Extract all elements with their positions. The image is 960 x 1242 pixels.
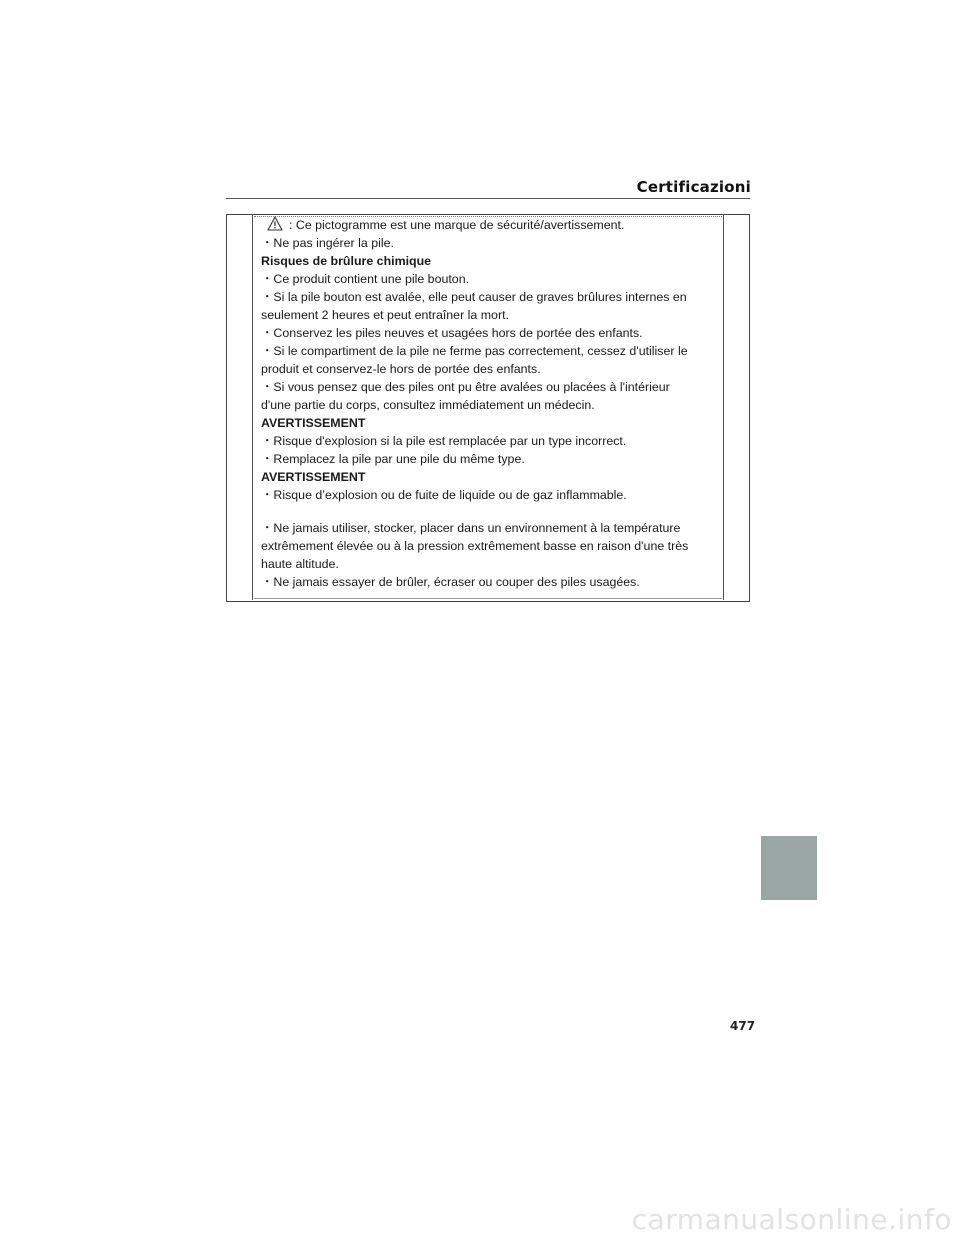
text-line: ・Risque d’explosion ou de fuite de liquide ou de gaz inflammable. <box>261 488 627 502</box>
heading-warning: AVERTISSEMENT <box>261 470 366 484</box>
text-line: ・Si le compartiment de la pile ne ferme pas correctement, cessez d'utiliser le <box>261 344 688 358</box>
section-title: Certificazioni <box>636 178 751 196</box>
header-divider <box>226 198 750 199</box>
paragraph-gap <box>261 504 721 519</box>
text-line: ・Ne jamais essayer de brûler, écraser ou couper des piles usagées. <box>261 575 640 589</box>
text-line: ・Si la pile bouton est avalée, elle peut causer de graves brûlures internes en <box>261 290 687 304</box>
text-line: ・Ce produit contient une pile bouton. <box>261 272 470 286</box>
heading-warning: AVERTISSEMENT <box>261 416 366 430</box>
text-line: ・Ne pas ingérer la pile. <box>261 236 394 250</box>
text-line: ・Risque d'explosion si la pile est remplacée par un type incorrect. <box>261 434 627 448</box>
text-line: extrêmement élevée ou à la pression extrêmement basse en raison d'une très <box>261 539 689 553</box>
chapter-side-tab <box>761 836 817 900</box>
text-line: ・Remplacez la pile par une pile du même type. <box>261 452 525 466</box>
text-line: d'une partie du corps, consultez immédiatement un médecin. <box>261 398 595 412</box>
text-line: ・Ne jamais utiliser, stocker, placer dans un environnement à la température <box>261 521 681 535</box>
notice-bottom-rule <box>254 598 722 599</box>
text-line: produit et conservez-le hors de portée des enfants. <box>261 362 541 376</box>
text-line: ・Conservez les piles neuves et usagées hors de portée des enfants. <box>261 326 643 340</box>
watermark: carmanualsonline.info <box>631 1203 952 1236</box>
battery-warning-text <box>261 216 721 591</box>
page-number: 477 <box>730 1019 756 1033</box>
pictogram-line <box>261 216 721 234</box>
text-line: ・Si vous pensez que des piles ont pu être avalées ou placées à l'intérieur <box>261 380 670 394</box>
text-line: seulement 2 heures et peut entraîner la mort. <box>261 308 509 322</box>
text-line: haute altitude. <box>261 557 339 571</box>
warning-triangle-icon <box>267 216 283 231</box>
heading-chemical-burn: Risques de brûlure chimique <box>261 254 432 268</box>
pictogram-text: : Ce pictogramme est une marque de sécurité/avertissement. <box>289 218 625 232</box>
